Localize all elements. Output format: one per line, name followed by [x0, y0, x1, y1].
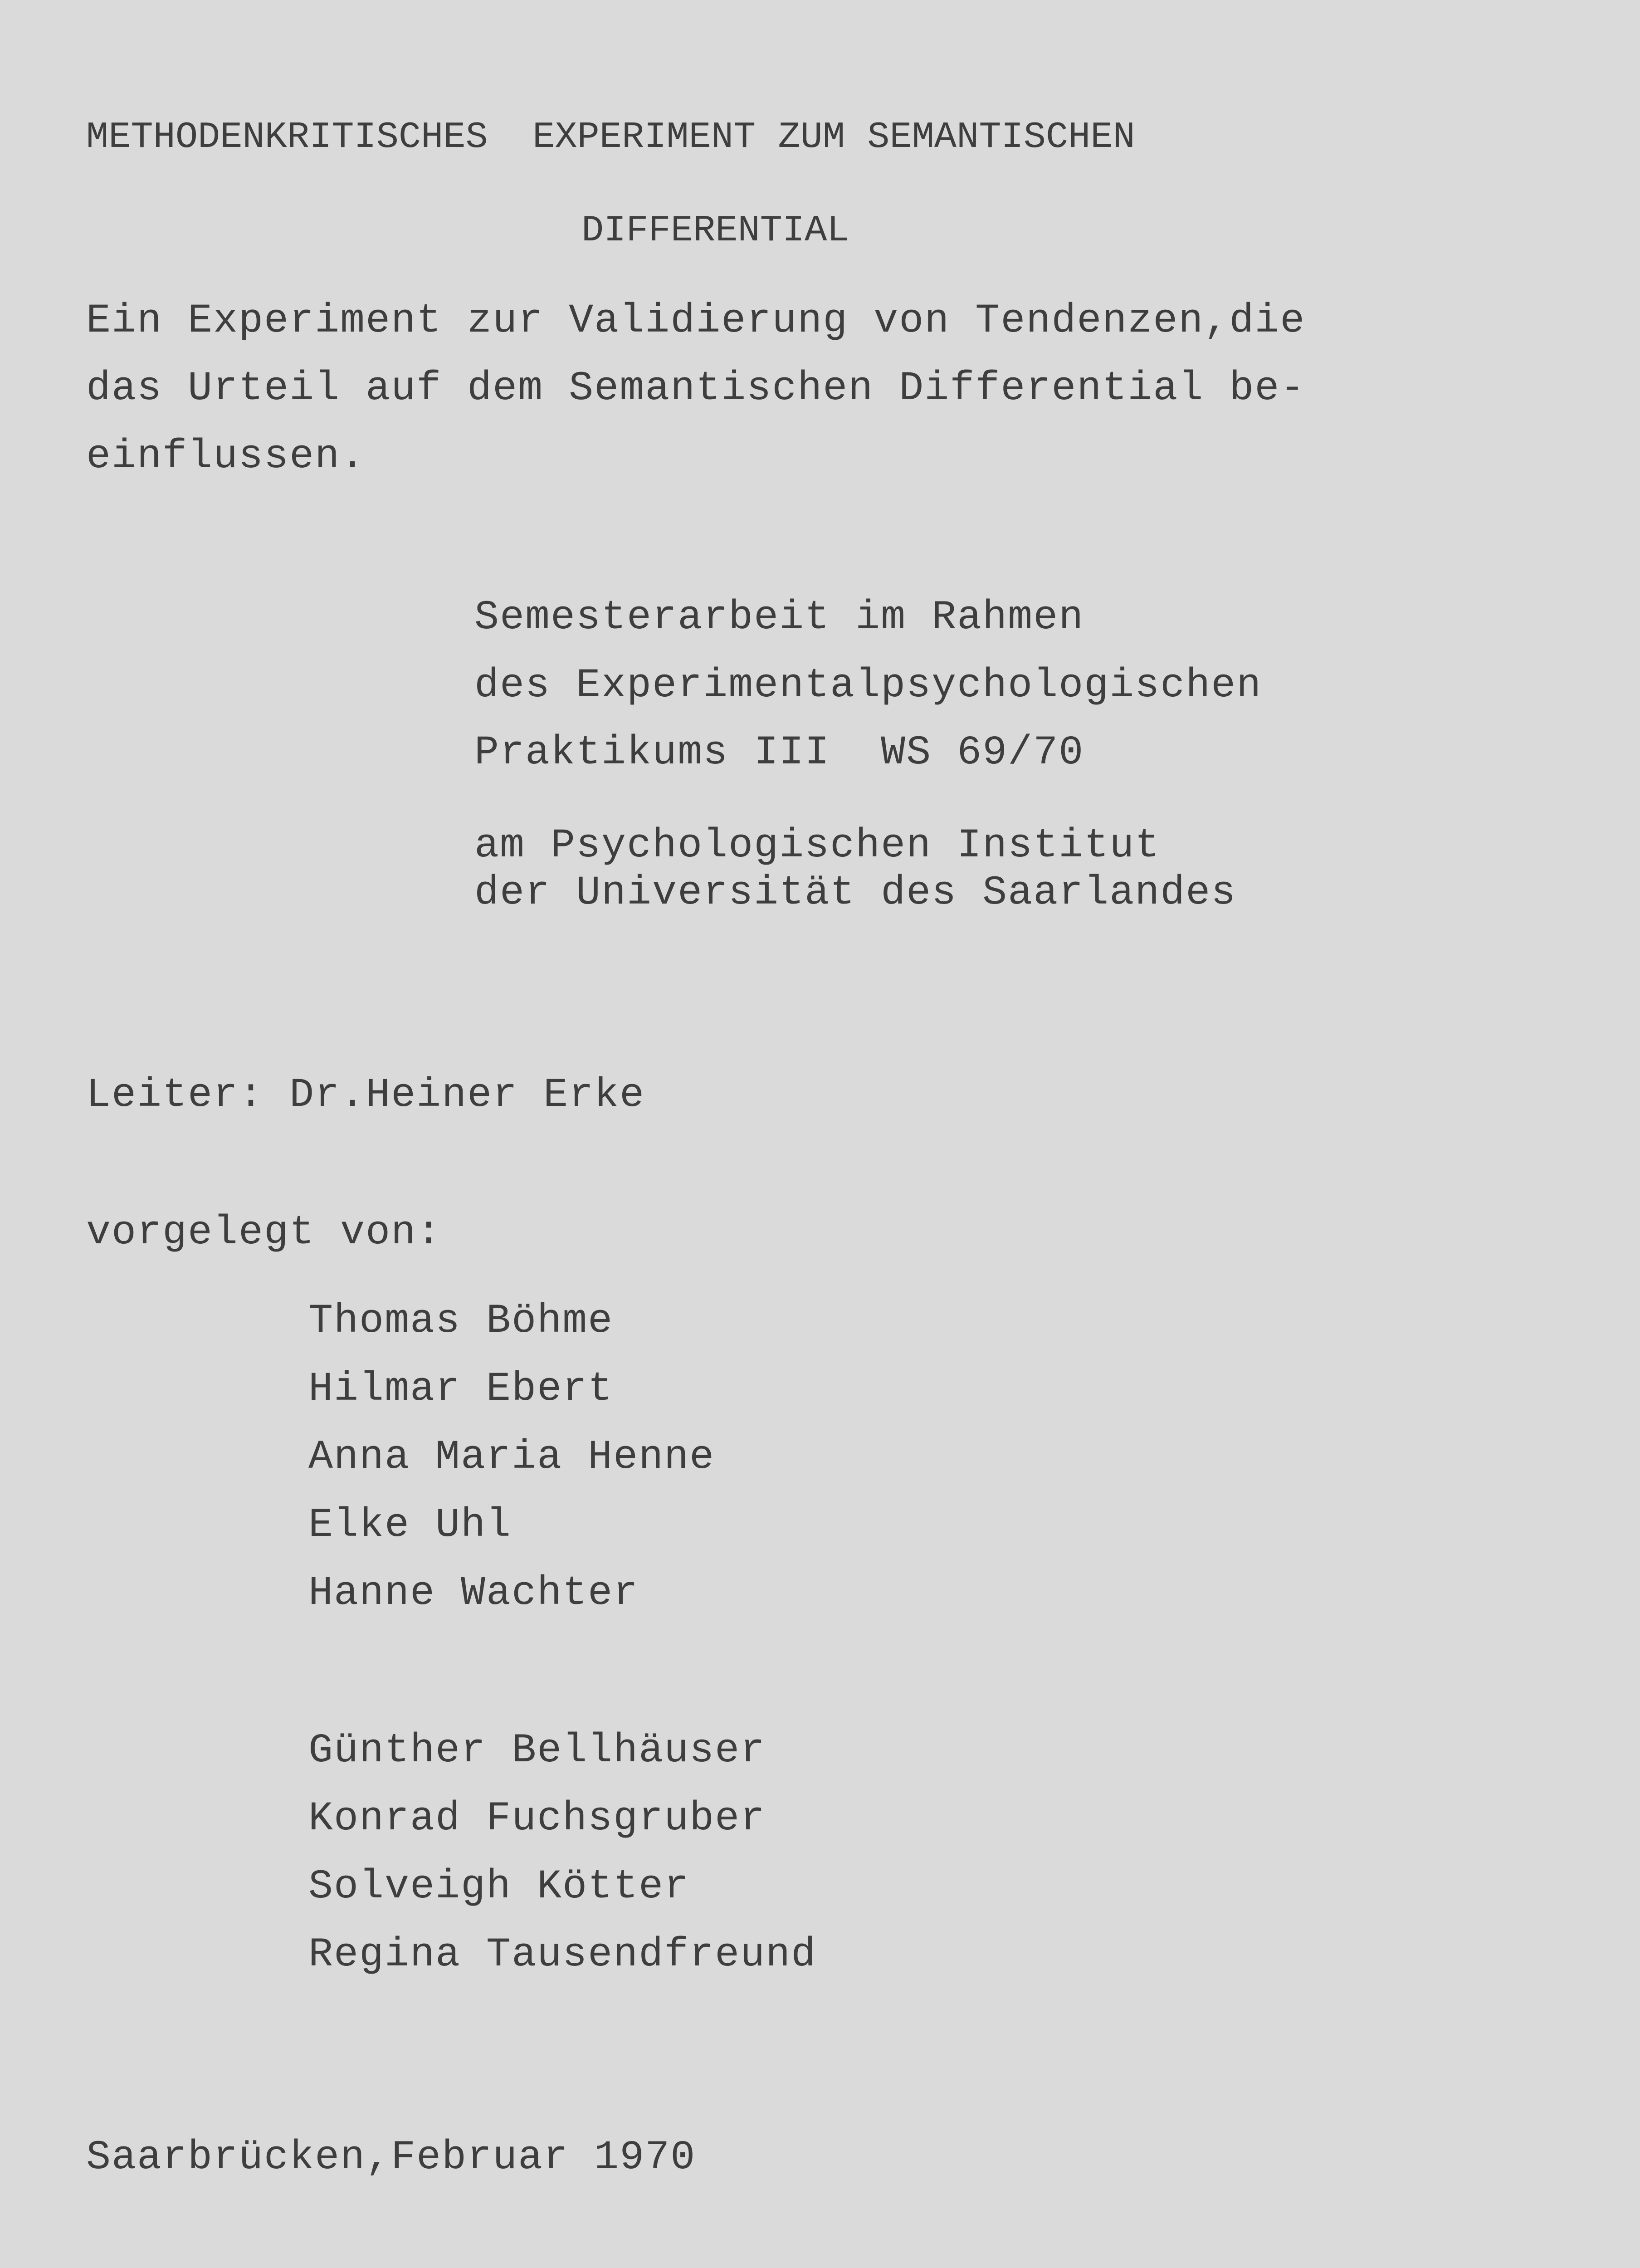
context-line-3: Praktikums III WS 69/70 [474, 730, 1084, 776]
author-name: Elke Uhl [308, 1502, 512, 1549]
subtitle-line-2: das Urteil auf dem Semantischen Differential be- [86, 366, 1306, 412]
title-line-2: DIFFERENTIAL [581, 210, 849, 252]
context-line-2: des Experimentalpsychologischen [474, 663, 1262, 709]
leader: Leiter: Dr.Heiner Erke [86, 1072, 645, 1119]
author-name: Hilmar Ebert [308, 1366, 614, 1413]
subtitle-line-3: einflussen. [86, 434, 366, 480]
author-name: Günther Bellhäuser [308, 1728, 766, 1774]
place-date: Saarbrücken,Februar 1970 [86, 2135, 696, 2181]
author-name: Regina Tausendfreund [308, 1932, 817, 1978]
author-name: Anna Maria Henne [308, 1434, 715, 1481]
subtitle-line-1: Ein Experiment zur Validierung von Tendenzen,die [86, 298, 1306, 344]
author-name: Thomas Böhme [308, 1298, 614, 1344]
author-name: Konrad Fuchsgruber [308, 1796, 766, 1842]
context-line-1: Semesterarbeit im Rahmen [474, 595, 1084, 641]
context-line-4: am Psychologischen Institut [474, 823, 1161, 869]
author-name: Solveigh Kötter [308, 1864, 690, 1910]
submitted-by-label: vorgelegt von: [86, 1210, 442, 1256]
author-name: Hanne Wachter [308, 1570, 639, 1617]
context-line-5: der Universität des Saarlandes [474, 870, 1237, 916]
title-line-1: METHODENKRITISCHES EXPERIMENT ZUM SEMANTISCHEN [86, 116, 1135, 158]
